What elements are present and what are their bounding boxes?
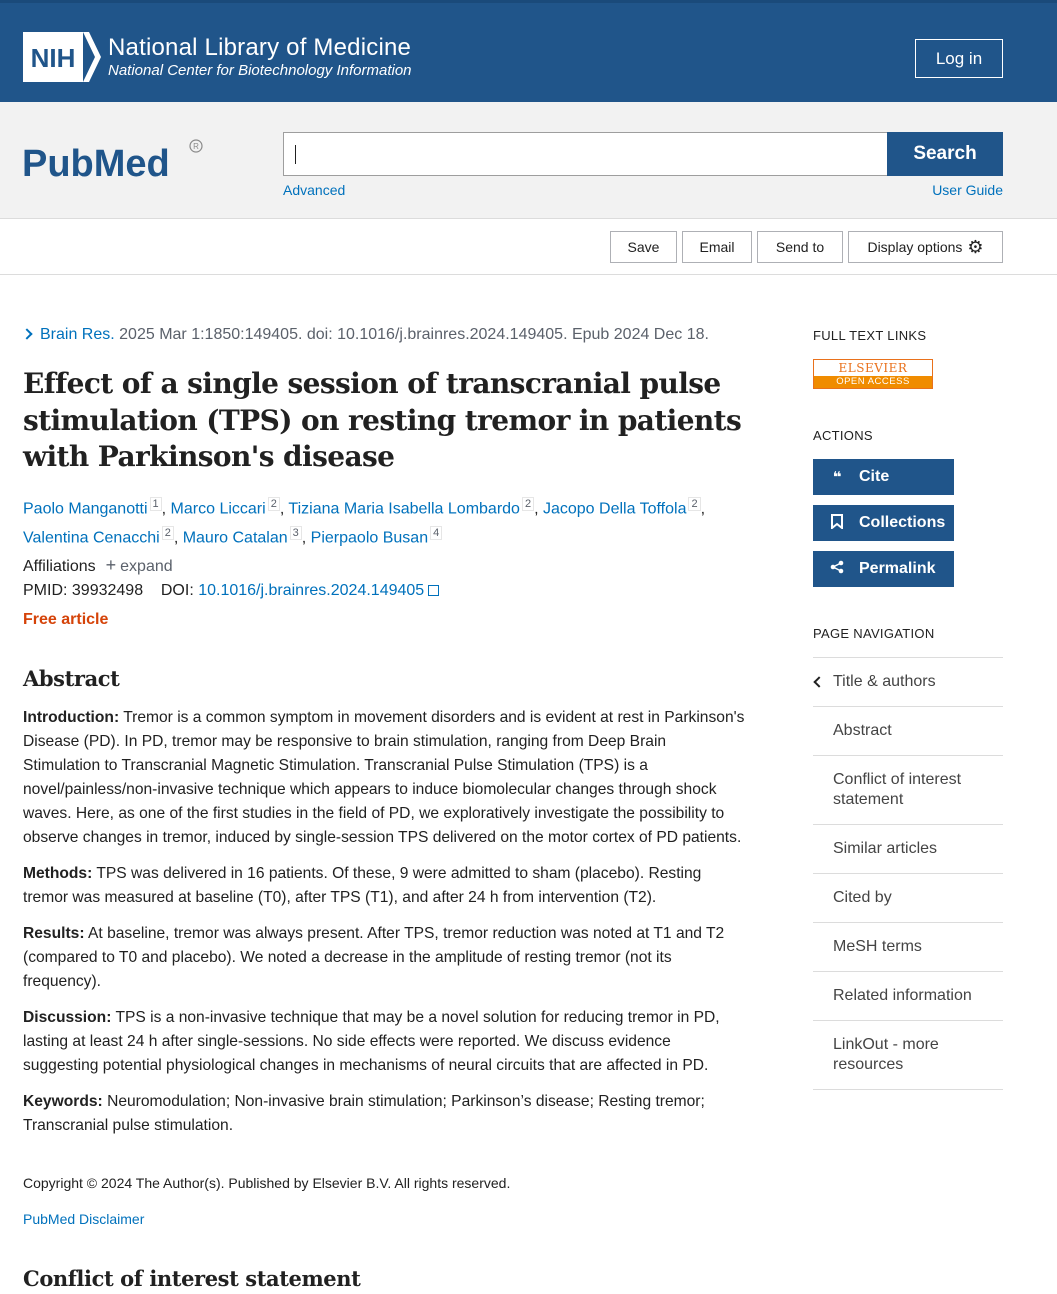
nav-item-label: Similar articles — [833, 840, 938, 857]
keywords-label: Keywords: — [23, 1093, 103, 1110]
gear-icon: ⚙ — [967, 237, 984, 257]
send-to-label: Send to — [775, 239, 825, 255]
cite-button[interactable] — [813, 459, 954, 495]
nih-banner — [0, 0, 1057, 102]
citation-text: 2025 Mar 1:1850:149405. doi: 10.1016/j.brainres.2024.149405. Epub 2024 Dec 18. — [119, 326, 709, 343]
nav-item-label: Cited by — [833, 889, 892, 906]
author-link[interactable]: Marco Liccari — [170, 500, 266, 518]
save-button[interactable] — [610, 231, 677, 263]
article-identifiers — [23, 582, 439, 600]
author-link[interactable]: Paolo Manganotti — [23, 500, 148, 518]
abstract-discussion — [23, 1006, 745, 1078]
nav-item-conflict-of-interest[interactable] — [813, 756, 1003, 825]
nav-item-label: LinkOut - more resources — [833, 1036, 939, 1073]
chevron-right-icon[interactable] — [21, 328, 32, 339]
doi-link[interactable]: 10.1016/j.brainres.2024.149405 — [198, 582, 425, 599]
plus-icon: + — [105, 555, 117, 575]
nih-subtitle: National Center for Biotechnology Information — [108, 62, 412, 79]
expand-label: expand — [120, 558, 173, 575]
copyright-text: Copyright © 2024 The Author(s). Published by Elsevier B.V. All rights reserved. — [23, 1175, 511, 1191]
display-options-label: Display options — [867, 239, 963, 255]
email-button[interactable] — [682, 231, 752, 263]
cite-label: Cite — [859, 468, 890, 485]
author-link[interactable]: Valentina Cenacchi — [23, 529, 160, 547]
actions-heading: ACTIONS — [813, 428, 873, 443]
author-link[interactable]: Jacopo Della Toffola — [542, 500, 687, 518]
results-text: At baseline, tremor was always present. After TPS, tremor reduction was noted at T1 and T2 (compared to T0 and placebo). We noted a decrease in the amplitude of resting tremor (not its frequency). — [23, 925, 725, 990]
nav-item-linkout[interactable] — [813, 1021, 1003, 1090]
advanced-search-link[interactable]: Advanced — [283, 182, 346, 198]
abstract-results — [23, 922, 745, 994]
elsevier-full-text-link[interactable] — [813, 359, 933, 389]
nav-item-label: Conflict of interest statement — [833, 771, 962, 808]
text-caret — [295, 145, 296, 164]
affiliations-toggle[interactable] — [23, 555, 173, 576]
email-label: Email — [699, 239, 735, 255]
nav-item-label: Abstract — [833, 722, 892, 739]
methods-label: Methods: — [23, 865, 93, 882]
user-guide-link[interactable]: User Guide — [932, 182, 1003, 198]
open-access-label: OPEN ACCESS — [814, 376, 932, 388]
pmid-label: PMID: — [23, 582, 68, 599]
nih-logo[interactable] — [23, 32, 101, 82]
pmid-value: 39932498 — [71, 582, 144, 599]
nav-item-related-information[interactable] — [813, 972, 1003, 1021]
nav-item-label: Related information — [833, 987, 972, 1004]
nih-title[interactable]: National Library of Medicine — [108, 34, 412, 61]
article-toolbar — [0, 219, 1057, 275]
search-button[interactable]: Search — [887, 132, 1003, 176]
svg-text:R: R — [193, 142, 199, 151]
author-list: Paolo Manganotti $^1$ , Marco Liccari $^2$ , Tiziana Maria Isabella Lombardo $^2$ , Jacopo Della Toffola $^2$ , Valentina Cenacchi $^2$ , Mauro Catalan $^3$ , Pierpaolo Busan $^4$ — [23, 498, 706, 547]
affiliation-ref[interactable]: 2 — [268, 497, 280, 511]
search-area — [0, 102, 1057, 219]
affiliation-ref[interactable]: 2 — [688, 497, 700, 511]
svg-text:NIH: NIH — [30, 43, 76, 73]
affiliation-ref[interactable]: 1 — [150, 497, 162, 511]
page-navigation-list — [813, 657, 1003, 1090]
abstract-introduction — [23, 706, 745, 850]
nav-item-similar-articles[interactable] — [813, 825, 1003, 874]
search-input[interactable] — [283, 132, 888, 176]
author-link[interactable]: Tiziana Maria Isabella Lombardo — [288, 500, 520, 518]
nav-item-abstract[interactable] — [813, 707, 1003, 756]
elsevier-logo-text: ELSEVIER — [838, 361, 908, 375]
methods-text: TPS was delivered in 16 patients. Of these, 9 were admitted to sham (placebo). Resting tremor was measured at baseline (T0), after TPS (T1), and after 24 h from intervention (T2). — [23, 865, 702, 906]
full-text-links-heading: FULL TEXT LINKS — [813, 328, 927, 343]
external-link-icon — [428, 585, 439, 596]
doi-label: DOI: — [160, 582, 194, 599]
send-to-button[interactable] — [757, 231, 843, 263]
nav-item-label: Title & authors — [833, 673, 936, 690]
collections-label: Collections — [859, 514, 946, 531]
affiliation-ref[interactable]: 2 — [162, 526, 174, 540]
introduction-text: Tremor is a common symptom in movement disorders and is evident at rest in Parkinson's Disease (PD). In PD, tremor may be responsive to brain stimulation, ranging from Deep Brain Stimulation to Transcranial Magnetic Stimulation. Transcranial Pulse Stimulation (TPS) is a novel/painless/non-invasive technique which appears to induce biomolecular changes through shock waves. Here, as one of the first studies in the field of PD, we exploratively investigate the possibility to observe changes in tremor, induced by single-session TPS delivered on the motor cortex of PD patients. — [23, 709, 745, 846]
svg-text:PubMed: PubMed — [22, 143, 170, 185]
pubmed-disclaimer-link[interactable]: PubMed Disclaimer — [23, 1211, 145, 1227]
affiliations-label: Affiliations — [23, 558, 96, 575]
abstract-methods — [23, 862, 745, 910]
discussion-text: TPS is a non-invasive technique that may be a novel solution for reducing tremor in PD, lasting at least 24 h after single-sessions. No side effects were reported. We discuss evidence suggesting potential physiological changes in mechanisms of neural circuits that are affected in PD. — [23, 1009, 720, 1074]
nav-item-cited-by[interactable] — [813, 874, 1003, 923]
save-label: Save — [627, 239, 660, 255]
abstract-heading: Abstract — [23, 666, 120, 691]
pubmed-logo[interactable] — [22, 126, 207, 190]
abstract-keywords — [23, 1090, 745, 1138]
display-options-button[interactable] — [848, 231, 1003, 263]
permalink-button[interactable] — [813, 551, 954, 587]
free-article-badge: Free article — [23, 611, 109, 628]
abstract-body — [23, 706, 745, 1150]
permalink-label: Permalink — [859, 560, 936, 577]
affiliation-ref[interactable]: 2 — [522, 497, 534, 511]
nav-item-label: MeSH terms — [833, 938, 922, 955]
journal-citation — [23, 326, 709, 344]
conflict-of-interest-heading: Conflict of interest statement — [23, 1266, 361, 1291]
share-icon — [826, 560, 848, 578]
author-link[interactable]: Mauro Catalan — [182, 529, 288, 547]
chevron-left-icon — [813, 676, 824, 687]
keywords-text: Neuromodulation; Non-invasive brain stimulation; Parkinson’s disease; Resting tremor; Transcranial pulse stimulation. — [23, 1093, 705, 1134]
article-title: Effect of a single session of transcranial pulse stimulation (TPS) on resting tremor in patients with Parkinson's disease — [23, 367, 742, 473]
page-navigation-heading: PAGE NAVIGATION — [813, 626, 935, 641]
login-button[interactable]: Log in — [915, 39, 1003, 78]
author-link[interactable]: Pierpaolo Busan — [310, 529, 429, 547]
collections-button[interactable] — [813, 505, 954, 541]
bookmark-icon — [826, 514, 848, 533]
quote-icon: ❝ — [832, 469, 842, 486]
nav-item-mesh-terms[interactable] — [813, 923, 1003, 972]
results-label: Results: — [23, 925, 85, 942]
affiliation-ref[interactable]: 4 — [430, 526, 442, 540]
discussion-label: Discussion: — [23, 1009, 112, 1026]
nav-item-title-authors[interactable] — [813, 658, 1003, 707]
journal-link[interactable]: Brain Res. — [40, 326, 115, 343]
affiliation-ref[interactable]: 3 — [290, 526, 302, 540]
introduction-label: Introduction: — [23, 709, 120, 726]
